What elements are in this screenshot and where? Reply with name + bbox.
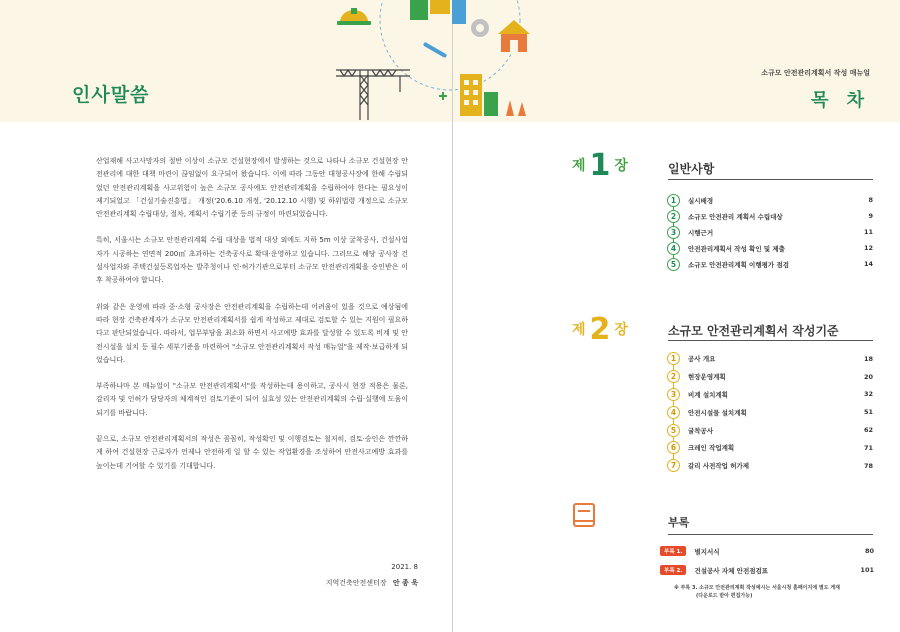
item-label: 굴착공사 — [688, 426, 714, 435]
appendix-item[interactable] — [660, 546, 874, 556]
toc-item[interactable] — [667, 439, 873, 457]
item-number-circle: 7 — [667, 459, 680, 472]
appendix-title: 부록 — [668, 516, 690, 529]
toc-item[interactable] — [667, 192, 873, 208]
item-number-circle: 3 — [667, 226, 680, 239]
item-label: 갈리 사전작업 허가제 — [688, 462, 750, 471]
chapter-2-toc-list — [667, 350, 873, 475]
chapter-1-toc-list — [667, 192, 873, 272]
item-number-circle: 1 — [667, 194, 680, 207]
house-icon — [498, 20, 530, 52]
appendix-rule — [668, 534, 873, 535]
item-number-circle: 6 — [667, 441, 680, 454]
chapter-prefix: 제 — [572, 322, 586, 338]
item-number-circle: 1 — [667, 352, 680, 365]
item-page: 14 — [863, 260, 873, 268]
chapter-1-rule — [668, 179, 873, 180]
appendix-tag: 부록 2. — [660, 565, 686, 575]
item-number-circle: 2 — [667, 210, 680, 223]
building-icon — [410, 0, 466, 24]
appendix-label: 건설공사 자체 안전점검표 — [694, 566, 769, 575]
wrench-icon — [423, 42, 448, 58]
item-label: 소규모 안전관리 계획서 수립대상 — [688, 212, 783, 221]
item-page: 32 — [863, 390, 873, 399]
appendix-tag: 부록 1. — [660, 546, 686, 556]
item-page: 20 — [863, 372, 873, 381]
toc-item[interactable] — [667, 403, 873, 421]
greeting-paragraph: 끝으로, 소규모 안전관리계획서의 작성은 꼼꼼히, 작성확인 및 이행검토는 철저히, 검토·승인은 깐깐하게 하여 건설현장 근로자가 언제나 안전하게 일 할 수 있는 작업환경을 조성하여 안전사고예방 효과를 높이는데 기여할 수 있기를 기대합니다. — [96, 435, 408, 470]
chapter-2-rule — [668, 340, 873, 341]
item-page: 12 — [863, 244, 873, 252]
appendix-note-sub: (다운로드 받아 편집가능) — [696, 593, 753, 599]
item-page: 8 — [868, 196, 873, 204]
signer-name: 안 종 욱 — [392, 579, 418, 587]
item-page: 18 — [863, 354, 873, 363]
item-label: 시행근거 — [688, 228, 714, 237]
item-number-circle: 3 — [667, 388, 680, 401]
item-label: 실시배경 — [688, 196, 714, 205]
signature-date: 2021. 8 — [391, 563, 418, 571]
crane-icon — [336, 70, 410, 120]
sparkle-icon — [439, 92, 447, 100]
item-number-circle: 4 — [667, 242, 680, 255]
manual-title: 소규모 안전관리계획서 작성 매뉴얼 — [761, 69, 870, 77]
greeting-paragraph: 부족하나마 본 매뉴얼이 "소규모 안전관리계획서"를 작성하는데 용이하고, 공사시 현장 적용은 물론, 감리자 및 인허가 담당자의 체계적인 검토기준이 되어 실효성 있는 안전관리계획의 수립·실행에 도움이 되기를 바랍니다. — [96, 382, 408, 417]
item-number-circle: 5 — [667, 424, 680, 437]
toc-item[interactable] — [667, 386, 873, 404]
item-label: 공사 개요 — [688, 355, 716, 364]
tower-building-icon — [460, 74, 498, 116]
chapter-suffix: 장 — [614, 322, 628, 338]
appendix-page: 80 — [864, 547, 874, 555]
chapter-number: 2 — [589, 312, 611, 347]
appendix-note: ※ 부록 3. 소규모 안전관리계획 작성예시는 서울시청 홈페이지에 별도 게재 — [674, 585, 840, 591]
item-number-circle: 5 — [667, 258, 680, 271]
chapter-1-title: 일반사항 — [668, 162, 715, 176]
toc-item[interactable] — [667, 457, 873, 475]
toc-item[interactable] — [667, 256, 873, 272]
item-page: 51 — [863, 408, 873, 417]
chapter-number: 1 — [589, 148, 611, 183]
appendix-label: 별지서식 — [694, 547, 720, 556]
signature-block — [250, 559, 418, 591]
greeting-paragraph: 특히, 서울시는 소규모 안전관리계획 수립 대상을 법적 대상 외에도 지하 5m 이상 굴착공사, 건설사업자가 시공하는 연면적 200㎡ 초과하는 건축공사로 확대·운영하고 있습니다. 그러므로 해당 공사장 건설사업자와 주택건설등록업자는 발주청이나 인·허가기관으로부터 소규모 안전관리계획을 승인받은 이후 착공하여야 합니다. — [96, 236, 408, 285]
traffic-cone-icon — [506, 100, 526, 116]
construction-illustration — [330, 0, 570, 122]
greeting-paragraph: 위와 같은 운영에 따라 중·소형 공사장은 안전관리계획을 수립하는데 어려움이 있을 것으로 예상됨에 따라 현장 건축관계자가 소규모 안전관리계획서를 쉽게 작성하고 제대로 검토할 수 있는 지원이 필요하다고 판단되었습니다. 따라서, 업무부담을 최소화 하면서 사고예방 효과를 달성할 수 있도록 비계 및 안전시설을 설치 등 필수 세부기준을 마련하여 "소규모 안전관리계획서 작성 매뉴얼"을 제작·보급하게 되었습니다. — [96, 302, 408, 364]
appendix-page: 101 — [860, 566, 874, 574]
item-page: 9 — [868, 212, 873, 220]
toc-item[interactable] — [667, 368, 873, 386]
item-label: 현장운영계획 — [688, 373, 726, 382]
greeting-paragraph: 산업재해 사고사망자의 절반 이상이 소규모 건설현장에서 발생하는 것으로 나타나 소규모 건설현장 안전관리에 대한 대책 마련이 끊임없이 요구되어 왔습니다. 이에 따라 그동안 대형공사장에 한해 수립되었던 안전관리계획을 사고위험이 높은 소규모 공사에도 안전관리계획을 수립하여야 한다는 필요성이 제기되었고 「건설기술진흥법」 개정('20.6.10 개정, '20.12.10 시행) 및 하위법령 개정으로 소규모 안전관리계획 수립대상, 절차, 계획서 수립기준 등의 규정이 마련되었습니다. — [96, 157, 408, 219]
appendix-item[interactable] — [660, 565, 874, 575]
item-page: 62 — [863, 426, 873, 435]
item-label: 안전시설물 설치계획 — [688, 408, 747, 417]
item-page: 71 — [863, 443, 873, 452]
item-number-circle: 4 — [667, 406, 680, 419]
item-number-circle: 2 — [667, 370, 680, 383]
signer-organization: 지역건축안전센터장 — [325, 579, 387, 587]
item-label: 비계 설치계획 — [688, 390, 728, 399]
item-page: 11 — [863, 228, 873, 236]
toc-item[interactable] — [667, 224, 873, 240]
gear-icon — [471, 19, 489, 37]
book-icon — [572, 502, 596, 528]
chapter-prefix: 제 — [572, 158, 586, 174]
greeting-body — [96, 155, 408, 486]
chapter-2-title: 소규모 안전관리계획서 작성기준 — [668, 324, 839, 338]
greeting-title: 인사말씀 — [72, 84, 150, 106]
toc-item[interactable] — [667, 240, 873, 256]
item-label: 안전관리계획서 작성 확인 및 제출 — [688, 244, 785, 253]
item-page: 78 — [863, 461, 873, 470]
toc-item[interactable] — [667, 350, 873, 368]
chapter-2-label — [572, 312, 628, 347]
toc-title: 목 차 — [810, 90, 870, 111]
item-label: 소규모 안전관리계획 이행평가 점검 — [688, 260, 789, 269]
chapter-suffix: 장 — [614, 158, 628, 174]
item-label: 크레인 작업계획 — [688, 444, 735, 453]
toc-item[interactable] — [667, 421, 873, 439]
hard-hat-icon — [337, 8, 371, 25]
chapter-1-label — [572, 148, 628, 183]
toc-item[interactable] — [667, 208, 873, 224]
